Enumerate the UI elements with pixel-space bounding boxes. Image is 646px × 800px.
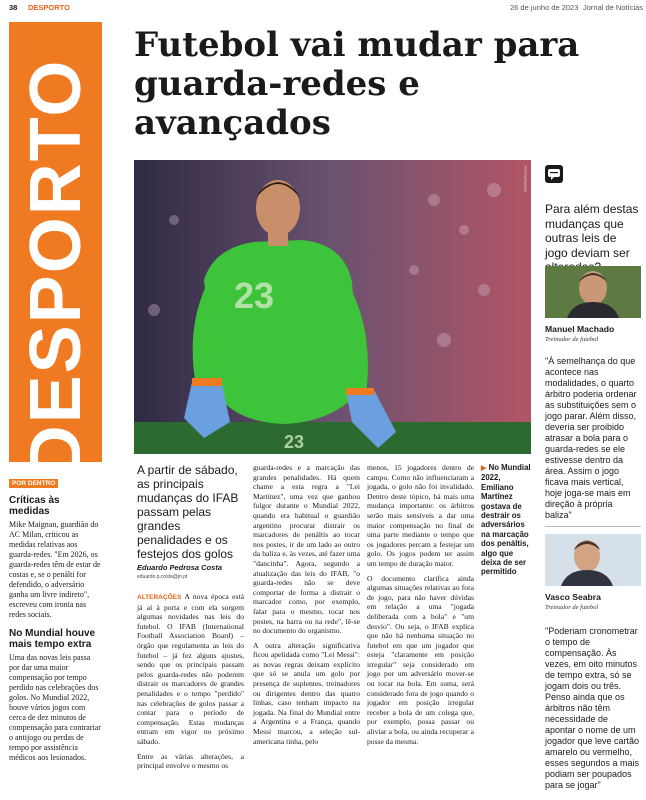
caption-text: No Mundial 2022, Emiliano Martínez gostava de destrair os adversários na marcação dos penáltis, algo que deixa de ser permitido <box>481 463 531 577</box>
publication-date: 26 de junho de 2023 <box>510 3 579 12</box>
opinion-question: Para além destas mudanças que outras leis de jogo deviam ser <box>545 202 639 260</box>
sidebar-item-text: Mike Maignan, guardião do AC Milan, criticou as medidas relativas aos guarda-redes. "Em 2026, os guarda-redes têm de estar de costas e, se o penálti for defendido, o adversário ganha um livre indireto", escreveu com ironia nas redes sociais. <box>9 520 101 619</box>
article-column <box>253 463 360 746</box>
opinion-person-role: Treinador de futebol <box>545 336 599 343</box>
section-label: DESPORTO <box>28 3 70 12</box>
sidebar-box <box>9 472 102 763</box>
photo-credit: FOTOGRAFIA <box>523 166 528 192</box>
article-column <box>367 463 474 746</box>
author-email: eduardo.p.costa@jn.pt <box>137 574 188 580</box>
article-column <box>137 592 244 771</box>
article-paragraph: Entre as várias alterações, a principal envolve o mesmo os <box>137 751 244 771</box>
sidebar-tag: POR DENTRO <box>9 479 58 488</box>
article-paragraph: guarda-redes e a marcação das grandes penalidades. Há quem chame a esta regra a "Lei Martínez", uma vez que ganhou fulgor durante o Mundial 2022, quando era habitual o guardião argentino procurar distrair os marcadores de penáltis ao tocar nos postes, ir de um lado ao outro da baliza e, às vezes, até fazer uma "dancinha". Agora, segundo a atualização das leis do IFAB, "o guarda-redes não se deve comportar de forma a distrair o marcador como, por exemplo, falar para o mesmo, tocar nos postes, na barra ou na rede", lê-se no documento do organismo. <box>253 463 360 636</box>
section-banner-title: DESPORTO <box>16 58 96 478</box>
caption-triangle-icon: ▶ <box>481 465 487 472</box>
opinion-quote: "À semelhança do que acontece nas modalidades, o quarto árbitro poderia ordenar as substituições sem o jogo parar. Além disso, deveria ser proibido atrasar a bola para o guarda-redes se ele estivesse dentro da área. Assim o jogo ficava mais vertical, hoje joga-se mais em direção à própria baliza" <box>545 356 637 520</box>
author-name: Eduardo Pedrosa Costa <box>137 563 223 572</box>
article-lead: A partir de sábado, as principais mudanças do IFAB passam pelas grandes penalidades e os festejos dos golos <box>137 463 239 561</box>
opinion-person-name: Manuel Machado <box>545 324 615 334</box>
section-banner <box>9 22 102 478</box>
article-kicker: ALTERAÇÕES <box>137 594 182 601</box>
publication-name: Jornal de Notícias <box>583 3 644 12</box>
opinion-person-name: Vasco Seabra <box>545 592 601 602</box>
sidebar-item-title: Críticas às medidas <box>9 495 60 517</box>
sidebar-item-title: No Mundial houve mais tempo extra <box>9 628 96 650</box>
speech-bubble-icon <box>545 165 563 183</box>
photo-caption <box>481 463 533 577</box>
avatar <box>545 534 641 586</box>
article-paragraph: menos, 15 jogadores dentro de campo. Como não influenciaram a jogada, o golo não foi invalidado. Dentro deste tópico, há mais uma mudança importante: os árbitros serão mais sensíveis a dar uma maior compensação no final de uma parte mediante o tempo que os jogadores percam a festejar um golo. Os jogos podem ter assim um tempo de duração maior. <box>367 463 474 568</box>
article-paragraph: A outra alteração significativa ficou apelidada como "Lei Messi": as novas regras deixam explícito que só se anula um golo por presença de suplentes, treinadores ou dirigentes dentro das quatro linhas, caso tenham impacto na jogada. Na final do Mundial entre a Argentina e a França, quando Messi marcou, a seleção sul-americana tinha, pelo <box>253 640 360 746</box>
page-number: 38 <box>9 3 18 12</box>
sidebar-item-text: Uma das novas leis passa por dar uma maior compensação por tempo perdido nas celebrações dos golos. No Mundial 2022, houve vários jogos com cerca de dez minutos de compensação para contrariar o antijogo ou perdas de tempo por assistência médicos aos lesionados. <box>9 653 101 762</box>
svg-text:23: 23 <box>234 275 275 316</box>
divider <box>545 526 641 527</box>
article-photo <box>134 160 531 454</box>
article-paragraph: A nova época está já aí à porta e com ela surgem algumas novidades nas leis do futebol. O IFAB (International Football Association Board) – órgão que regulamenta as leis do futebol – já fez alguns ajustes, sendo que os principais passam pelos guarda-redes não poderem distrair os marcadores de grandes penalidades e o tempo "perdido" nas celebrações de golos passar a contar para o período de compensação. Estas mudanças entram em vigor no próximo sábado. <box>137 592 244 746</box>
article-headline: Futebol vai mudar para guarda-redes e avançados <box>134 25 580 143</box>
svg-text:23: 23 <box>284 432 305 452</box>
opinion-quote: "Poderiam cronometrar o tempo de compensação. Às vezes, em oito minutos de tempo extra, só se jogam dois ou três. Penso ainda que os árbitros não têm necessidade de apontar o nome de um jogador que leve cartão amarelo ou vermelho, esses segundos a mais podiam ser poupados para se jogar" <box>545 626 640 790</box>
page-header <box>0 0 646 14</box>
goalkeeper-illustration <box>134 160 531 454</box>
article-paragraph: O documento clarifica ainda algumas situações relativas ao fora de jogo, para não haver dúvidas em relação a uma "jogada deliberada com a bola" e "um desvio". Ou seja, o IFAB explica que não há nenhuma situação no futebol em que um jogador que esteja "claramente em posição irregular" seja considerado em jogo por um adversário mover-se ou tocar na bola. Em suma, será considerado fora de jogo quando o jogador em posição irregular receber a bola de um colega que, por exemplo, possa passar ou aliviar a bola, ou ainda recuperar a posse da mesma. <box>367 573 474 746</box>
avatar <box>545 266 641 318</box>
opinion-person-role: Treinador de futebol <box>545 604 599 611</box>
